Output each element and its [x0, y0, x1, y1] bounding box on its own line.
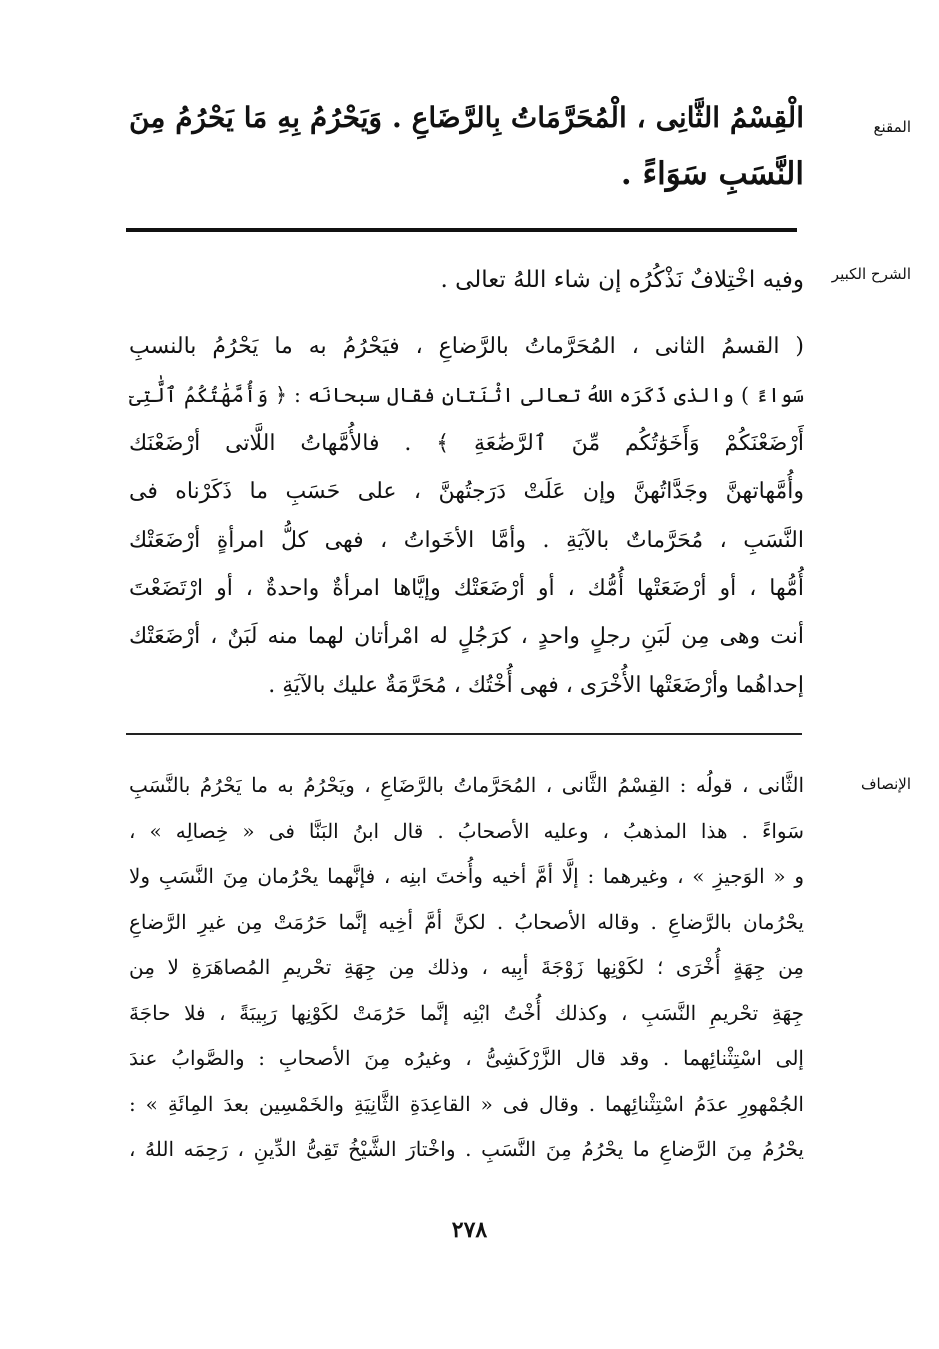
sharh-line: أَرْضَعْنَكُمْ وَأَخَوَٰتُكُم مِّنَ ٱلرَّضَٰعَةِ ﴾ . فالأُمَّهاتُ اللَّاتى أرْضَعْنَك	[129, 430, 804, 456]
insaf-line: الجُمْهورِ عدَمُ اسْتِثْنائِهما . وقال فى « القاعِدَةِ الثَّانِيَةِ والخَمْسِين بعدَ المِائَةِ » :	[129, 1091, 804, 1116]
insaf-line: جِهَةِ تحْريمِ النَّسَبِ ، وكذلك أُخْتُ ابْنِه إنَّما حَرُمَتْ لكَوْنِها رَبِيبَةً ، فلا حاجَةَ	[129, 1000, 804, 1025]
insaf-line: يحْرُمُ مِنَ الرَّضاعِ ما يحْرُمُ مِنَ النَّسَبِ . واخْتارَ الشَّيْخُ تَقِىُّ الدِّينِ ، رَحِمَه اللهُ ،	[129, 1137, 804, 1161]
insaf-line: الثَّانى ، قولُه : القِسْمُ الثَّانى ، المُحَرَّماتُ بالرَّضَاعِ ، ويَحْرُمُ به ما يَحْرُمُ بالنَّسَبِ	[129, 773, 804, 797]
sharh-intro: وفيه اخْتِلافٌ نَذْكُرُه إن شاء اللهُ تعالى .	[440, 267, 804, 293]
sharh-label: الشرح الكبير	[831, 265, 911, 283]
muqni-line: النَّسَبِ سَوَاءً .	[620, 156, 804, 192]
sharh-line: إحداهُما وأرْضَعَتْها الأُخْرَى ، فهى أُخْتُك ، مُحَرَّمَةٌ عليك بالآيَةِ .	[268, 672, 804, 698]
muqni-text	[129, 90, 804, 202]
muqni-line: الْقِسْمُ الثَّانِى ، الْمُحَرَّمَاتُ بِالرَّضَاعِ . وَيَحْرُمُ بِهِ مَا يَحْرُمُ مِنَ	[129, 101, 804, 134]
insaf-line: و « الوَجيزِ » ، وغيرهما : إلَّا أمَّ أخيه وأُختَ ابنِه ، فإنَّهما يحْرُمان مِنَ النَّسَبِ ولا	[129, 864, 804, 888]
sharh-line: ( القسمُ الثانى ، المُحَرَّماتُ بالرَّضاعِ ، فيَحْرُمُ به ما يَحْرُمُ بالنسبِ	[129, 334, 804, 359]
insaf-line: مِن جِهَةٍ أُخْرَى ؛ لكَوْنِها زَوْجَةَ أبِيه ، وذلك مِن جِهَةِ تحْريمِ المُصاهَرَةِ لا مِن	[129, 955, 804, 979]
insaf-label: الإنصاف	[860, 775, 911, 793]
sharh-line: أنت وهى مِن لَبَنِ رجلٍ واحدٍ ، كرَجُلٍ له امْرأتان لهما منه لَبَنٌ ، أرْضَعَتْك	[129, 624, 804, 650]
insaf-line: يحْرُمان بالرَّضاعِ . وقاله الأصحابُ . لكنَّ أمَّ أخِيه إنَّما حَرُمَتْ مِن غيرِ الرَّضاعِ	[129, 909, 804, 934]
insaf-line: إلى اسْتِثْنائِهما . وقد قال الزَّرْكَشِىُّ ، وغيرُه مِنَ الأصحابِ : والصَّوابُ عندَ	[129, 1046, 804, 1070]
sharh-line: وأُمَّهاتهنَّ وجَدَّاتُهنَّ وإن عَلَتْ دَرَجتُهنَّ ، على حَسَبِ ما ذَكَرْناه فى	[129, 479, 804, 505]
insaf-line: سَواءً . هذا المذهبُ ، وعليه الأصحابُ . قال ابنُ البَنَّا فى « خِصالِه » ،	[129, 818, 804, 843]
muqni-label: المقنع	[873, 118, 911, 136]
sharh-text	[129, 323, 804, 710]
page-number: ٢٧٨	[451, 1217, 488, 1243]
section-divider-thick	[126, 228, 797, 232]
sharh-line: سَواءً ) والذى ذَكَرَه اللهُ تعالى اثْنَتان فقال سبحانَه : ﴿ وَأُمَّهَٰتُكُمُ ٱلَّٰتِىٓ	[129, 383, 804, 408]
insaf-text	[129, 763, 804, 1173]
section-divider-thin	[126, 733, 802, 735]
sharh-line: أُمُّها ، أو أرْضَعَتْها أُمُّك ، أو أرْضَعَتْك وإيَّاها امرأةٌ واحدةٌ ، أو ارْتَضَعْتَ	[129, 576, 804, 602]
sharh-line: النَّسَبِ ، مُحَرَّماتٌ بالآيَةِ . وأمَّا الأخَواتُ ، فهى كلُّ امرأةٍ أرْضَعَتْك	[129, 527, 804, 553]
